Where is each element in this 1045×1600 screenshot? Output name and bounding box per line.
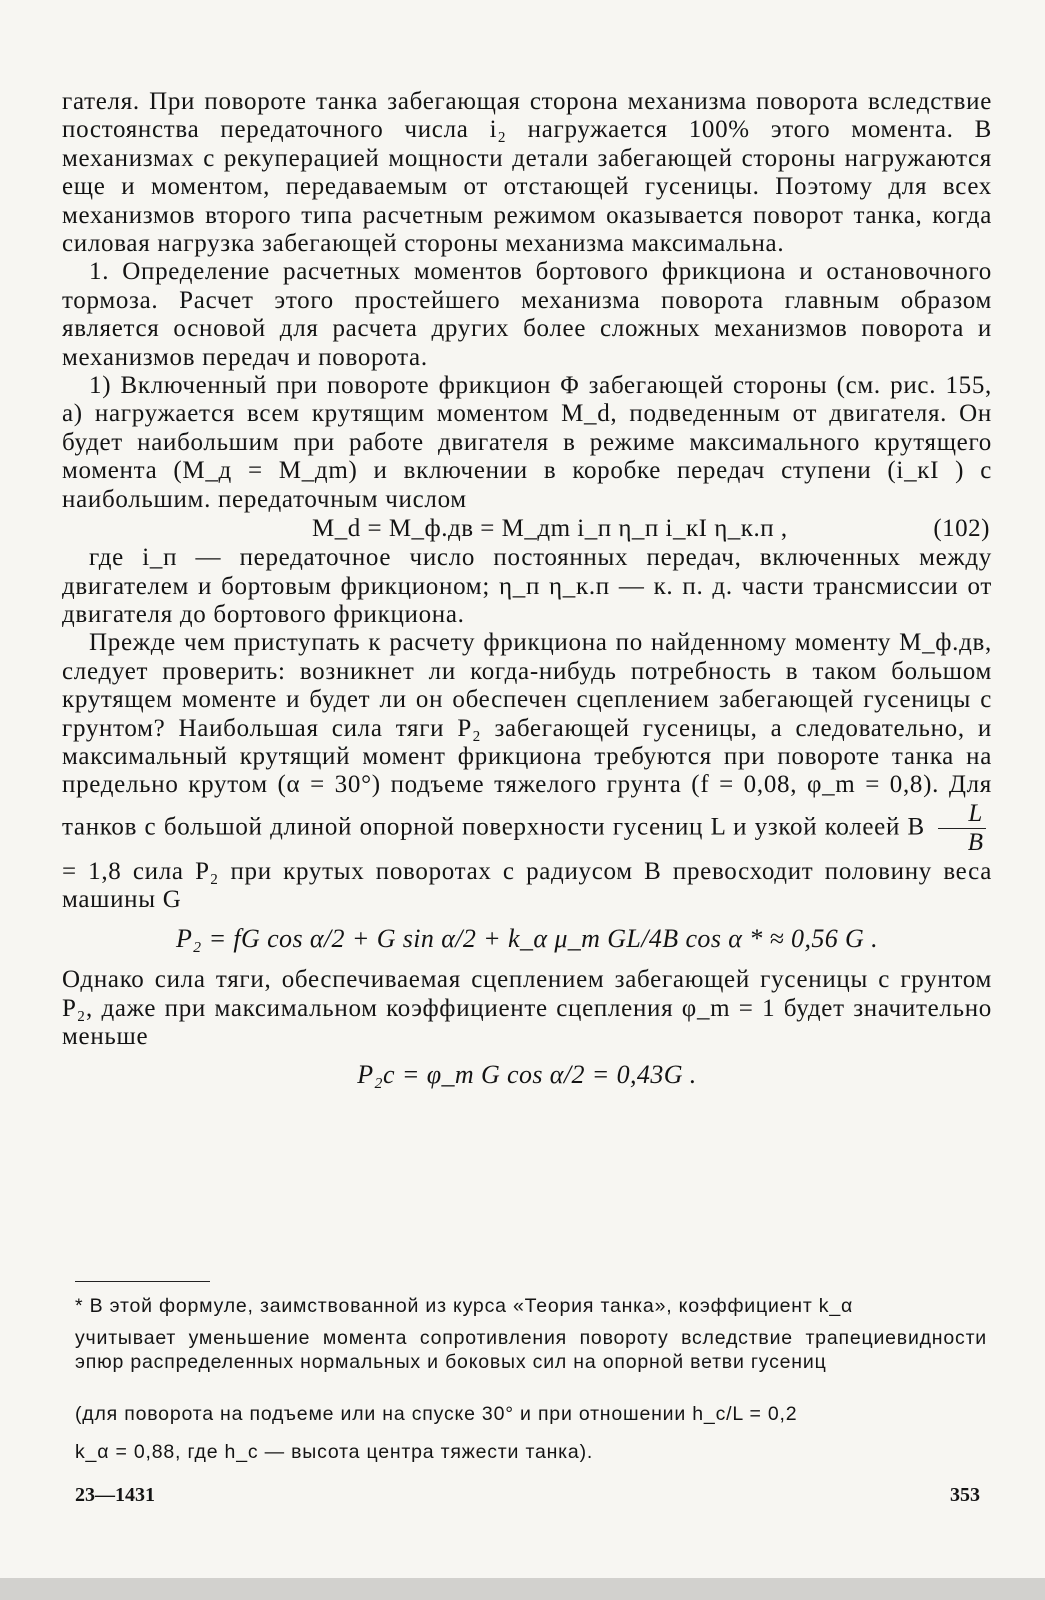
formula-p2c: P₂с = φ_m G cos α/2 = 0,43G . bbox=[357, 1059, 697, 1089]
paragraph-6: Однако сила тяги, обеспечиваемая сцеплением забегающей гусеницы с грунтом P₂, даже при максимальном коэффициенте сцепления φ_m = 1 будет значительно меньше bbox=[62, 966, 992, 1051]
paragraph-5-tail: сила P₂ при крутых поворотах с радиусом B превосходит половину веса машины G bbox=[62, 857, 992, 913]
ratio-l-b bbox=[938, 800, 986, 858]
paragraph-5 bbox=[62, 629, 992, 914]
formula-p2: P₂ = fG cos α/2 + G sin α/2 + k_α μ_m GL/4B cos α * ≈ 0,56 G . bbox=[175, 924, 879, 954]
paragraph-3: 1) Включенный при повороте фрикцион Φ забегающей стороны (см. рис. 155, а) нагружается всем крутящим моментом M_d, подведенным от двигателя. Он будет наибольшим при работе двигателя в режиме максимального крутящего момента (M_д = M_дm) и включении в коробке передач ступени (i_кI ) с наибольшим. передаточным числом bbox=[62, 372, 992, 513]
footnote-line-1: * В этой формуле, заимствованной из курса «Теория танка», коэффициент k_α bbox=[75, 1295, 854, 1317]
ratio-denominator: B bbox=[967, 829, 984, 857]
formula-102-number: (102) bbox=[933, 515, 990, 543]
paragraph-1: гателя. При повороте танка забегающая сторона механизма поворота вследствие постоянства передаточного числа i₂ нагружается 100% этого момента. В механизмах с рекуперацией мощности детали забегающей стороны нагружаются еще и моментом, передаваемым от отстающей гусеницы. Поэтому для всех механизмов второго типа расчетным режимом оказывается поворот танка, когда силовая нагрузка забегающей стороны механизма максимальна. bbox=[62, 88, 992, 258]
ratio-value: = 1,8 bbox=[62, 857, 122, 885]
footnote-line-2: учитывает уменьшение момента сопротивления повороту вследствие трапециевидности эпюр распределенных нормальных и боковых сил на опорной ветви гусениц bbox=[75, 1327, 987, 1373]
paragraph-5-text: Прежде чем приступать к расчету фрикциона по найденному моменту M_ф.дв, следует проверить: возникнет ли когда-нибудь потребность в таком большом крутящем моменте и будет ли он обеспечен сцеплением забегающей гусеницы с грунтом? Наибольшая сила тяги P₂ забегающей гусеницы, а следовательно, и максимальный крутящий момент фрикциона требуются при повороте танка на предельно крутом (α = 30°) подъеме тяжелого грунта (f = 0,08, φ_m = 0,8). Для танков с большой длиной опорной поверхности гусениц L и узкой колеей B bbox=[62, 629, 992, 841]
printer-signature: 23—1431 bbox=[75, 1484, 155, 1506]
footnote-separator bbox=[75, 1281, 210, 1282]
footnote-line-4: k_α = 0,88, где h_с — высота центра тяжести танка). bbox=[75, 1441, 594, 1463]
paragraph-2: 1. Определение расчетных моментов бортового фрикциона и остановочного тормоза. Расчет этого простейшего механизма поворота главным образом является основой для расчета других более сложных механизмов поворота и механизмов передач и поворота. bbox=[62, 258, 992, 371]
page-number: 353 bbox=[950, 1484, 980, 1506]
formula-102-expression: M_d = M_ф.дв = M_дm i_п η_п i_кI η_к.п , bbox=[312, 515, 788, 543]
footnote-line-3: (для поворота на подъеме или на спуске 30° и при отношении h_с/L = 0,2 bbox=[75, 1403, 798, 1425]
scan-edge bbox=[0, 1578, 1045, 1600]
ratio-numerator: L bbox=[938, 800, 986, 829]
main-text bbox=[62, 88, 992, 1090]
formula-102 bbox=[62, 514, 992, 544]
paragraph-4: где i_п — передаточное число постоянных передач, включенных между двигателем и бортовым фрикционом; η_п η_к.п — к. п. д. части трансмиссии от двигателя до бортового фрикциона. bbox=[62, 544, 992, 628]
